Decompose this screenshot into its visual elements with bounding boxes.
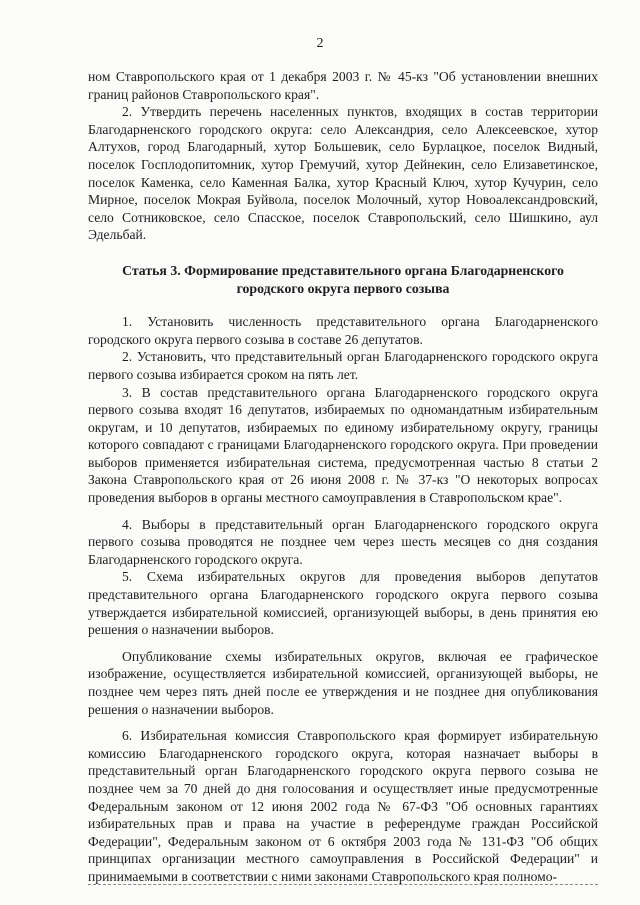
article-3-item-6: 6. Избирательная комиссия Ставропольского края формирует избирательную комиссию Благодарненского городского округа, которая назначает выборы в представительный орган Благодарненского городского округа первого созыва не позднее чем за 70 дней до дня голосования и осуществляет иные предусмотренные Федеральным законом от 12 июня 2002 года № 67-ФЗ "Об основных гарантиях избирательных прав и права на участие в референдуме граждан Российской Федерации", Федеральным законом от 6 октября 2003 года № 131-ФЗ "Об общих принципах организации местного самоуправления в Российской Федерации" и принимаемыми в соответствии с ними законами Ставропольского края полномо-: [88, 728, 598, 884]
article-3-item-2: 2. Установить, что представительный орган Благодарненского городского округа первого созыва избирается сроком на пять лет.: [88, 349, 598, 382]
paragraph-settlements-list: 2. Утвердить перечень населенных пунктов, входящих в состав территории Благодарненского городского округа: село Александрия, село Алексеевское, хутор Алтухов, город Благодарный, хутор Большевик, село Бурлацкое, поселок Видный, поселок Госплодопитомник, хутор Гремучий, хутор Дейнекин, село Елизаветинское, поселок Каменка, село Каменная Балка, хутор Красный Ключ, хутор Кучурин, село Мирное, поселок Мокрая Буйвола, поселок Молочный, хутор Новоалександровский, село Сотниковское, село Спасское, поселок Ставропольский, село Шишкино, аул Эдельбай.: [88, 104, 598, 243]
article-3-item-3: 3. В состав представительного органа Благодарненского городского округа первого созыва входят 16 депутатов, избираемых по одномандатным избирательным округам, и 10 депутатов, избираемых по единому избирательному округу, границы которого совпадают с границами Благодарненского городского округа. При проведении выборов применяется избирательная система, предусмотренная частью 8 статьи 2 Закона Ставропольского края от 26 июня 2008 г. № 37-кз "О некоторых вопросах проведения выборов в органы местного самоуправления в Ставропольском крае".: [88, 384, 598, 506]
scan-bottom-line: [88, 884, 598, 886]
article-3-title: Статья 3. Формирование представительного органа Благодарненского городского округа первого созыва: [122, 262, 564, 296]
document-body: [88, 68, 598, 886]
article-3-item-5-publication: Опубликование схемы избирательных округов, включая ее графическое изображение, осуществляется избирательной комиссией, организующей выборы, не позднее чем через пять дней после ее утверждения и не позднее дня опубликования решения о назначении выборов.: [88, 648, 598, 717]
page-number: 2: [316, 36, 324, 51]
article-3-item-4: 4. Выборы в представительный орган Благодарненского городского округа первого созыва проводятся не позднее чем через шесть месяцев со дня создания Благодарненского городского округа.: [88, 516, 598, 567]
article-3-item-5: 5. Схема избирательных округов для проведения выборов депутатов представительного органа Благодарненского городского округа первого созыва утверждается избирательной комиссией, организующей выборы, в день принятия ею решения о назначении выборов.: [88, 569, 598, 638]
article-3-item-1: 1. Установить численность представительного органа Благодарненского городского округа первого созыва в составе 26 депутатов.: [88, 314, 598, 347]
paragraph-continuation: ном Ставропольского края от 1 декабря 2003 г. № 45-кз "Об установлении внешних границ районов Ставропольского края".: [88, 69, 598, 102]
